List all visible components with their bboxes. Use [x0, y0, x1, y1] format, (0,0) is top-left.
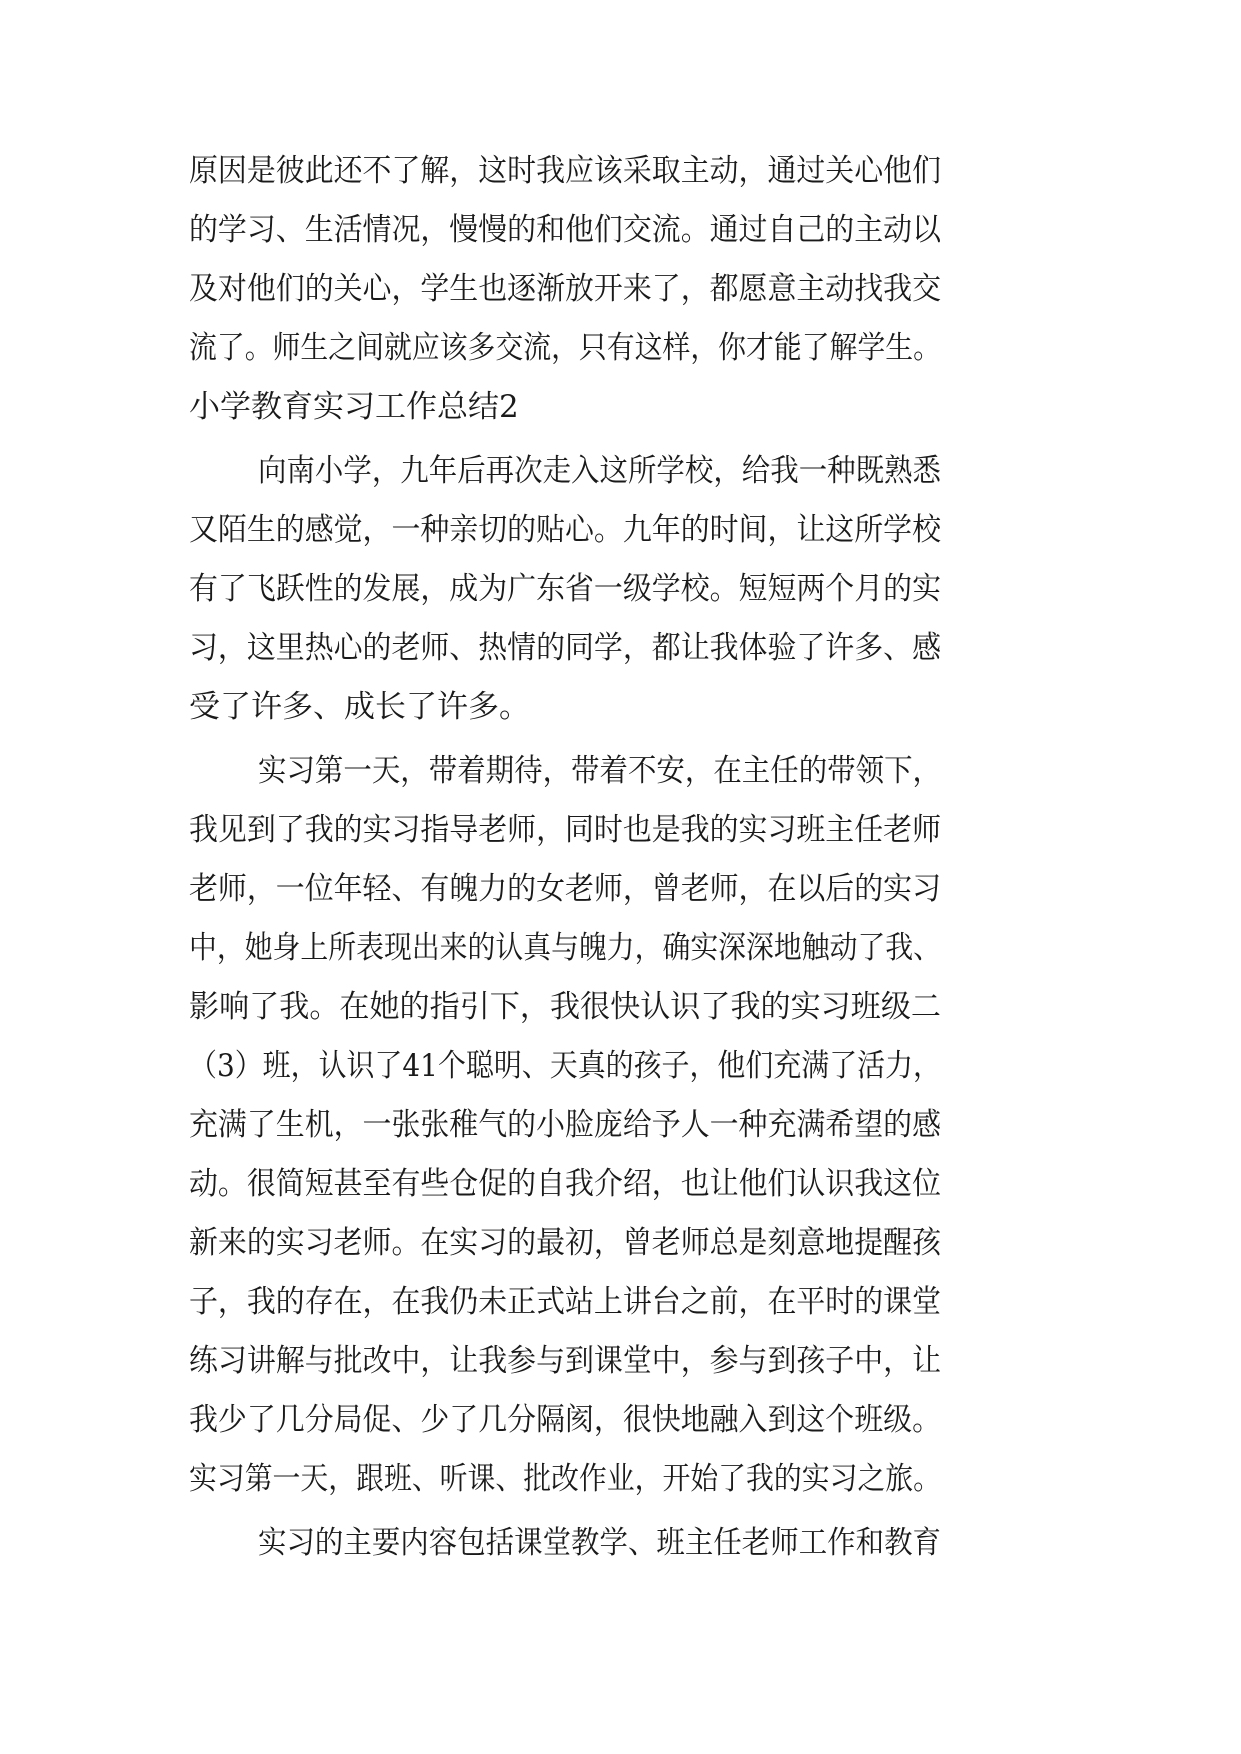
text-line	[0, 1154, 1241, 1214]
text-line	[0, 1513, 1241, 1573]
text-line-content: 老师，一位年轻、有魄力的女老师，曾老师，在以后的实习	[189, 871, 941, 907]
section-heading	[0, 377, 1241, 437]
text-line-content: 实习的主要内容包括课堂教学、班主任老师工作和教育	[258, 1525, 941, 1561]
text-line-content: 有了飞跃性的发展，成为广东省一级学校。短短两个月的实	[189, 571, 941, 607]
text-line	[0, 318, 1241, 378]
text-line-content: 实习第一天，带着期待，带着不安，在主任的带领下，	[258, 753, 941, 789]
text-line	[0, 259, 1241, 319]
text-line	[0, 977, 1241, 1037]
section-heading-text: 小学教育实习工作总结2	[189, 389, 519, 425]
text-line	[0, 1095, 1241, 1155]
text-line	[0, 677, 1241, 737]
text-line-content: 影响了我。在她的指引下，我很快认识了我的实习班级二	[189, 989, 941, 1025]
text-line-content: 向南小学，九年后再次走入这所学校，给我一种既熟悉	[258, 453, 941, 489]
text-line	[0, 200, 1241, 260]
text-line	[0, 1213, 1241, 1273]
text-line	[0, 1449, 1241, 1509]
text-line	[0, 859, 1241, 919]
text-line	[0, 618, 1241, 678]
text-line-content: 我少了几分局促、少了几分隔阂，很快地融入到这个班级。	[189, 1402, 941, 1438]
text-line	[0, 500, 1241, 560]
text-line	[0, 1331, 1241, 1391]
text-line-content: 中，她身上所表现出来的认真与魄力，确实深深地触动了我、	[189, 930, 941, 966]
text-line	[0, 1272, 1241, 1332]
text-line-content: 新来的实习老师。在实习的最初，曾老师总是刻意地提醒孩	[189, 1225, 941, 1261]
text-line-content: 充满了生机，一张张稚气的小脸庞给予人一种充满希望的感	[189, 1107, 941, 1143]
text-line-content: 实习第一天，跟班、听课、批改作业，开始了我的实习之旅。	[189, 1461, 941, 1497]
text-line-content: 我见到了我的实习指导老师，同时也是我的实习班主任老师	[189, 812, 941, 848]
text-line	[0, 800, 1241, 860]
text-line-content: 原因是彼此还不了解，这时我应该采取主动，通过关心他们	[189, 153, 941, 189]
text-line-content: （3）班，认识了41个聪明、天真的孩子，他们充满了活力，	[189, 1048, 941, 1084]
text-line-content: 练习讲解与批改中，让我参与到课堂中，参与到孩子中，让	[189, 1343, 941, 1379]
text-line-content: 受了许多、成长了许多。	[189, 689, 530, 725]
text-line-content: 动。很简短甚至有些仓促的自我介绍，也让他们认识我这位	[189, 1166, 941, 1202]
text-line	[0, 141, 1241, 201]
text-line	[0, 559, 1241, 619]
text-line	[0, 1036, 1241, 1096]
text-line-content: 又陌生的感觉，一种亲切的贴心。九年的时间，让这所学校	[189, 512, 941, 548]
text-line-content: 流了。师生之间就应该多交流，只有这样，你才能了解学生。	[189, 330, 941, 366]
text-line-content: 子，我的存在，在我仍未正式站上讲台之前，在平时的课堂	[189, 1284, 941, 1320]
text-line	[0, 441, 1241, 501]
text-line	[0, 918, 1241, 978]
text-line-content: 及对他们的关心，学生也逐渐放开来了，都愿意主动找我交	[189, 271, 941, 307]
text-line-content: 的学习、生活情况，慢慢的和他们交流。通过自己的主动以	[189, 212, 941, 248]
text-line-content: 习，这里热心的老师、热情的同学，都让我体验了许多、感	[189, 630, 941, 666]
text-line	[0, 1390, 1241, 1450]
text-line	[0, 741, 1241, 801]
